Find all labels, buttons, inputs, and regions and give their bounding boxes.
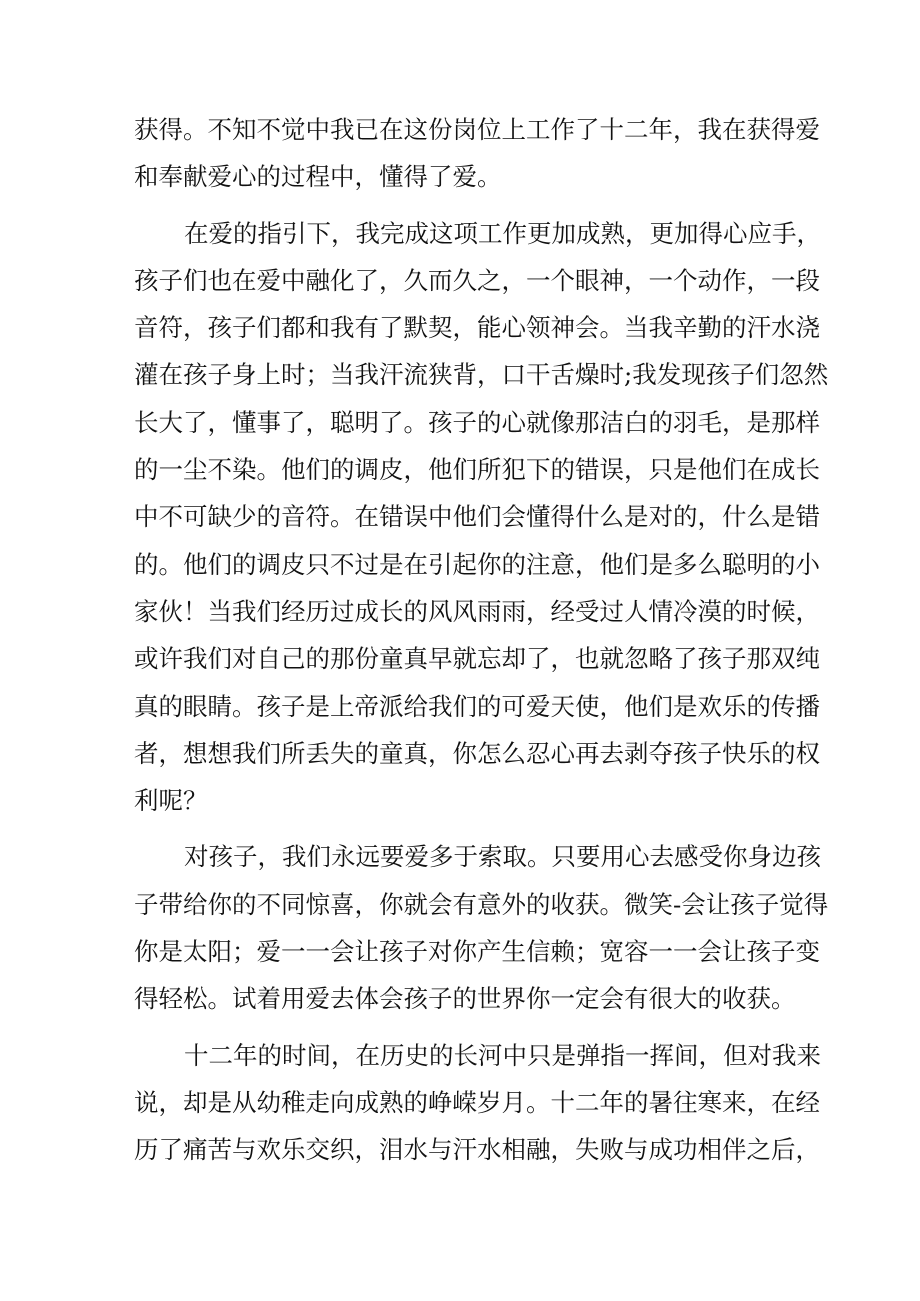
text-line: 真的眼睛。孩子是上帝派给我们的可爱天使，他们是欢乐的传播 (134, 691, 820, 721)
text-line: 灌在孩子身上时；当我汗流狭背，口干舌燥时;我发现孩子们忽然 (134, 360, 829, 390)
text-line: 长大了，懂事了，聪明了。孩子的心就像那洁白的羽毛，是那样 (134, 407, 820, 437)
text-line: 你是太阳；爱一一会让孩子对你产生信赖；宽容一一会让孩子变 (134, 937, 820, 967)
text-line: 孩子们也在爱中融化了，久而久之，一个眼神，一个动作，一段 (134, 265, 820, 295)
text-line: 历了痛苦与欢乐交织，泪水与汗水相融，失败与成功相伴之后， (134, 1135, 820, 1165)
text-line: 家伙！当我们经历过成长的风风雨雨，经受过人情冷漠的时候， (134, 596, 820, 626)
text-line: 的。他们的调皮只不过是在引起你的注意，他们是多么聪明的小 (134, 549, 820, 579)
text-line: 和奉献爱心的过程中，懂得了爱。 (134, 162, 502, 192)
text-line: 中不可缺少的音符。在错误中他们会懂得什么是对的，什么是错 (134, 502, 820, 532)
paragraph-start-line: 对孩子，我们永远要爱多于索取。只要用心去感受你身边孩 (184, 842, 821, 872)
text-line: 的一尘不染。他们的调皮，他们所犯下的错误，只是他们在成长 (134, 455, 820, 485)
document-body (134, 106, 829, 1174)
text-line: 说，却是从幼稚走向成熟的峥嵘岁月。十二年的暑往寒来，在经 (134, 1087, 820, 1117)
text-line: 或许我们对自己的那份童真早就忘却了，也就忽略了孩子那双纯 (134, 644, 820, 674)
text-line: 利呢？ (134, 786, 208, 816)
text-line: 音符，孩子们都和我有了默契，能心领神会。当我辛勤的汗水浇 (134, 313, 820, 343)
text-line: 子带给你的不同惊喜，你就会有意外的收获。微笑-会让孩子觉得 (134, 889, 829, 919)
paragraph-start-line: 十二年的时间，在历史的长河中只是弹指一挥间，但对我来 (184, 1040, 821, 1070)
text-line: 得轻松。试着用爱去体会孩子的世界你一定会有很大的收获。 (134, 984, 796, 1014)
text-line: 获得。不知不觉中我已在这份岗位上工作了十二年，我在获得爱 (134, 115, 820, 144)
paragraph-start-line: 在爱的指引下，我完成这项工作更加成熟，更加得心应手， (184, 218, 821, 248)
text-line: 者，想想我们所丢失的童真，你怎么忍心再去剥夺孩子快乐的权 (134, 738, 820, 768)
